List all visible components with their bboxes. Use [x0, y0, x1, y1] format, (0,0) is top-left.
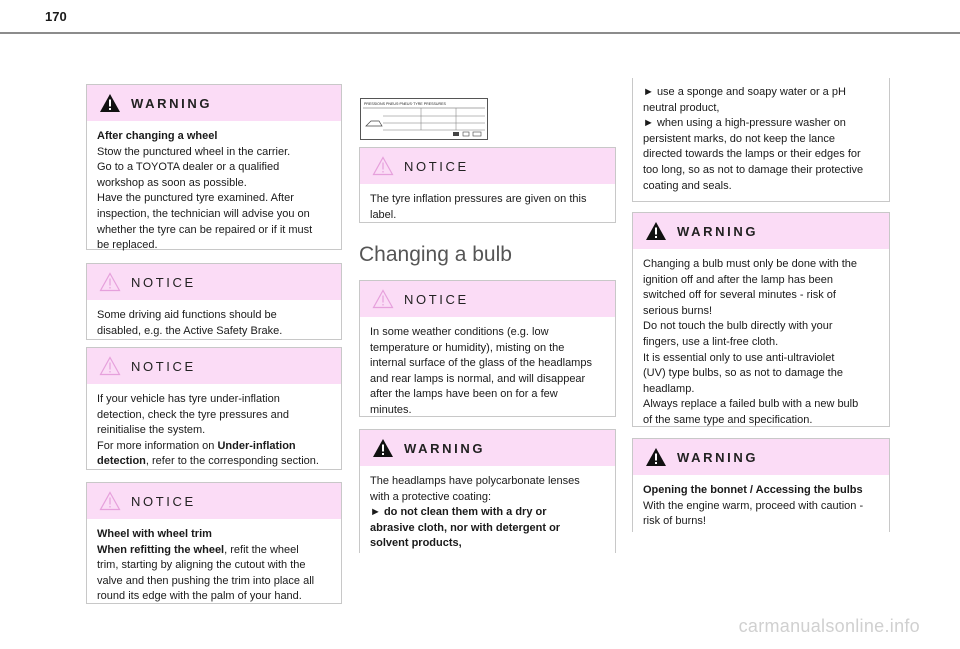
- notice-box-misting: [359, 280, 616, 417]
- text-line: In some weather conditions (e.g. low: [370, 326, 549, 338]
- text-line: Stow the punctured wheel in the carrier.: [97, 145, 291, 158]
- warning-header: [360, 430, 615, 466]
- notice-triangle-icon: [372, 156, 394, 176]
- warning-subtitle: After changing a wheel: [97, 130, 218, 142]
- notice-title: NOTICE: [131, 358, 196, 374]
- notice-subtitle: Wheel with wheel trim: [97, 528, 212, 540]
- text-line: of the same type and specification.: [643, 413, 813, 426]
- watermark: carmanualsonline.info: [738, 616, 920, 636]
- text-line: coating and seals.: [643, 179, 732, 192]
- page-number: 170: [45, 9, 67, 24]
- text-line: risk of burns!: [643, 515, 706, 528]
- warning-title: WARNING: [677, 449, 759, 465]
- notice-header: [87, 483, 341, 519]
- text-line: minutes.: [370, 403, 412, 416]
- text-line: Do not touch the bulb directly with your: [643, 320, 833, 333]
- text-line: Go to a TOYOTA dealer or a qualified: [97, 161, 280, 174]
- text-line: reinitialise the system.: [97, 424, 206, 437]
- notice-triangle-icon: [372, 289, 394, 309]
- text-line: The tyre inflation pressures are given on this: [370, 193, 587, 205]
- text-line: Some driving aid functions should be: [97, 309, 277, 321]
- text-line: internal surface of the glass of the headlamps: [370, 357, 592, 370]
- under-inflation-link-text: Under-inflation: [217, 439, 296, 452]
- text-line: ► use a sponge and soapy water or a pH: [643, 86, 846, 98]
- svg-text:PRESSIONS PNEUS·PNEUS·TYRE PRE: PRESSIONS PNEUS·PNEUS·TYRE PRESSURES: [364, 102, 446, 106]
- notice-header: [87, 348, 341, 384]
- warning-header: [633, 439, 889, 475]
- text-line-bold: ► do not clean them with a dry or: [370, 506, 547, 519]
- notice-title: NOTICE: [131, 274, 196, 290]
- text-line: and rear lamps is normal, and will disappear: [370, 372, 586, 385]
- text-line: If your vehicle has tyre under-inflation: [97, 393, 280, 405]
- notice-box-wheel-trim: [86, 482, 342, 604]
- text-line: with a protective coating:: [370, 490, 492, 503]
- notice-title: NOTICE: [404, 158, 469, 174]
- text-line: be replaced.: [97, 239, 158, 252]
- text-line-bold: abrasive cloth, nor with detergent or: [370, 521, 561, 534]
- text-line: persistent marks, do not keep the lance: [643, 132, 835, 145]
- continued-text-box: [632, 78, 890, 202]
- text-line: round its edge with the palm of your hand.: [97, 590, 302, 603]
- notice-title: NOTICE: [404, 291, 469, 307]
- notice-title: NOTICE: [131, 493, 196, 509]
- notice-box-driving-aids: [86, 263, 342, 340]
- text-line: temperature or humidity), misting on the: [370, 341, 565, 354]
- text-line: When refitting the wheel, refit the wheel: [97, 543, 299, 556]
- warning-box-bonnet: [632, 438, 890, 532]
- text-line: Always replace a failed bulb with a new bulb: [643, 398, 859, 411]
- notice-triangle-icon: [99, 272, 121, 292]
- text-line: Changing a bulb must only be done with the: [643, 258, 858, 270]
- warning-box-polycarbonate: [359, 429, 616, 553]
- text-line: too long, so as not to damage their protective: [643, 163, 864, 176]
- text-line: switched off for several minutes - risk of: [643, 289, 836, 302]
- tyre-pressure-label-image: [360, 98, 488, 140]
- text-line: neutral product,: [643, 101, 720, 114]
- text-line: trim, starting by aligning the cutout with the: [97, 559, 306, 572]
- notice-box-under-inflation: [86, 347, 342, 470]
- text-line: ignition off and after the lamp has been: [643, 273, 833, 286]
- warning-triangle-icon: [372, 438, 394, 458]
- text-line: directed towards the lamps or their edges for: [643, 148, 861, 161]
- tyre-label-drawing: [361, 99, 487, 139]
- text-line: inspection, the technician will advise you on: [97, 207, 310, 220]
- text-line-bold: solvent products,: [370, 537, 462, 550]
- text-line: Have the punctured tyre examined. After: [97, 192, 294, 205]
- text-line: label.: [370, 208, 397, 221]
- text-line: disabled, e.g. the Active Safety Brake.: [97, 324, 283, 337]
- text-line: With the engine warm, proceed with caution -: [643, 499, 864, 512]
- text-line: (UV) type bulbs, so as not to damage the: [643, 367, 843, 380]
- warning-header: [87, 85, 341, 121]
- text-line: headlamp.: [643, 382, 695, 395]
- notice-triangle-icon: [99, 491, 121, 511]
- warning-triangle-icon: [645, 221, 667, 241]
- warning-title: WARNING: [131, 95, 213, 111]
- text-line: valve and then pushing the trim into place all: [97, 574, 315, 587]
- section-title: Changing a bulb: [359, 243, 512, 266]
- warning-title: WARNING: [404, 440, 486, 456]
- text-line: after the lamps have been on for a few: [370, 388, 558, 401]
- notice-header: [360, 281, 615, 317]
- text-line: detection, check the tyre pressures and: [97, 408, 289, 421]
- text-line: The headlamps have polycarbonate lenses: [370, 475, 580, 487]
- warning-title: WARNING: [677, 223, 759, 239]
- top-rule: [0, 32, 960, 34]
- text-line: fingers, use a lint-free cloth.: [643, 335, 779, 348]
- warning-triangle-icon: [645, 447, 667, 467]
- text-line: It is essential only to use anti-ultraviolet: [643, 351, 835, 364]
- warning-header: [633, 213, 889, 249]
- warning-subtitle: Opening the bonnet / Accessing the bulbs: [643, 484, 863, 496]
- text-line: serious burns!: [643, 304, 713, 317]
- notice-header: [87, 264, 341, 300]
- text-line: ► when using a high-pressure washer on: [643, 117, 846, 130]
- warning-box-after-changing-wheel: [86, 84, 342, 250]
- notice-triangle-icon: [99, 356, 121, 376]
- notice-header: [360, 148, 615, 184]
- text-line: detection, refer to the corresponding section.: [97, 455, 319, 468]
- warning-box-changing-bulb: [632, 212, 890, 427]
- warning-triangle-icon: [99, 93, 121, 113]
- text-line: For more information on Under-inflation: [97, 439, 296, 452]
- text-line: whether the tyre can be repaired or if it must: [97, 223, 313, 236]
- text-line: workshop as soon as possible.: [97, 176, 247, 189]
- notice-box-tyre-pressures: [359, 147, 616, 223]
